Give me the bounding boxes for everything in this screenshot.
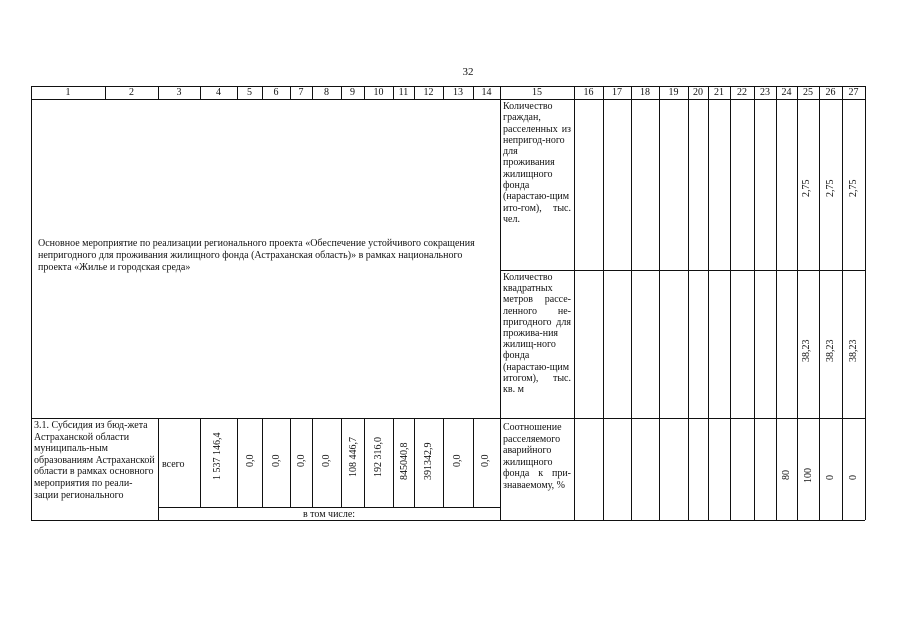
sub-border-12-13: [443, 418, 444, 507]
sub-border-6-7: [290, 418, 291, 507]
subsidy-val-c13: 0,0: [452, 454, 463, 467]
header-col-22: 22: [737, 87, 747, 98]
subsidy-val-c5: 0,0: [245, 454, 256, 467]
col-border-17-18: [631, 86, 632, 520]
subsidy-val-c4: 1 537 146,4: [212, 432, 223, 480]
ind2-val-c26: 38,23: [825, 339, 836, 362]
section-divider: [31, 418, 865, 419]
header-col-10: 10: [373, 87, 384, 98]
col-border-21-22: [730, 86, 731, 520]
header-col-23: 23: [760, 87, 770, 98]
indicator-1-text: Количество граждан, расселенных из непригод-ного для проживания жилищного фонда (нарастаю-щим ито-гом), тыс. чел.: [503, 101, 571, 225]
subsidy-val-c12: 391342,9: [423, 442, 434, 480]
col-border-26-27: [842, 86, 843, 520]
sub-border-9-10: [364, 418, 365, 507]
ind3-val-c27: 0: [848, 475, 859, 480]
subsidy-including-label: в том числе:: [302, 509, 356, 520]
col-border-16-17: [603, 86, 604, 520]
header-col-14: 14: [481, 87, 492, 98]
header-col-20: 20: [693, 87, 703, 98]
header-col-25: 25: [803, 87, 813, 98]
ind1-val-c27: 2,75: [848, 179, 859, 197]
header-col-2: 2: [129, 87, 134, 98]
col-border-15-16: [574, 86, 575, 520]
header-col-8: 8: [324, 87, 329, 98]
col-border-23-24: [776, 86, 777, 520]
subsidy-val-c10: 192 316,0: [373, 437, 384, 477]
ind3-val-c24: 80: [781, 470, 792, 480]
subsidy-val-c8: 0,0: [321, 454, 332, 467]
indicator-2-text: Количество квадратных метров рассе-ленного не-пригодного для прожива-ния жилищ-ного фонда (нарастаю-щим итогом), тыс. кв. м: [503, 272, 571, 396]
ind2-val-c25: 38,23: [801, 339, 812, 362]
indicator-divider-1: [500, 270, 865, 271]
subsidy-val-c7: 0,0: [296, 454, 307, 467]
header-col-1: 1: [65, 87, 71, 98]
col-border-18-19: [659, 86, 660, 520]
subsidy-val-c14: 0,0: [480, 454, 491, 467]
header-col-27: 27: [848, 87, 859, 98]
col-border-20-21: [708, 86, 709, 520]
subsidy-val-c6: 0,0: [271, 454, 282, 467]
sub-border-4-5: [237, 418, 238, 507]
main-event-text: Основное мероприятие по реализации регионального проекта «Обеспечение устойчивого сокращения непригодного для проживания жилищного фонда (Астраханская область)» в рамках национального проекта «Жилье и городская среда»: [38, 238, 475, 273]
header-col-12: 12: [423, 87, 434, 98]
indicator-3-text: Соотношение расселяемого аварийного жилищного фонда к при-знаваемому, %: [503, 422, 571, 491]
header-col-13: 13: [453, 87, 463, 98]
header-col-11: 11: [398, 87, 409, 98]
sub-border-3-4: [200, 418, 201, 507]
col-border-24-25: [797, 86, 798, 520]
col-border-22-23: [754, 86, 755, 520]
ind3-val-c26: 0: [825, 475, 836, 480]
ind1-val-c26: 2,75: [825, 179, 836, 197]
header-col-6: 6: [273, 87, 279, 98]
col-border-14-15: [500, 86, 501, 520]
page-number: 32: [462, 66, 474, 78]
subsidy-total-label: всего: [162, 459, 185, 470]
sub-border-8-9: [341, 418, 342, 507]
ind1-val-c25: 2,75: [801, 179, 812, 197]
header-col-17: 17: [612, 87, 622, 98]
header-col-19: 19: [668, 87, 679, 98]
including-row-border: [158, 507, 500, 508]
subsidy-val-c11: 845040,8: [399, 442, 410, 480]
subsidy-val-c9: 108 446,7: [348, 437, 359, 477]
col-border-19-20: [688, 86, 689, 520]
ind3-val-c25: 100: [803, 468, 814, 483]
sub-border-13-14: [473, 418, 474, 507]
header-col-18: 18: [640, 87, 650, 98]
header-col-24: 24: [781, 87, 792, 98]
header-col-3: 3: [176, 87, 182, 98]
ind2-val-c27: 38,23: [848, 339, 859, 362]
sub-border-1-2: [158, 418, 159, 520]
header-col-7: 7: [298, 87, 304, 98]
header-col-9: 9: [350, 87, 355, 98]
header-col-16: 16: [583, 87, 594, 98]
header-col-5: 5: [247, 87, 252, 98]
col-border-right: [865, 86, 866, 520]
header-col-21: 21: [714, 87, 724, 98]
sub-border-10-11: [393, 418, 394, 507]
subsidy-name: 3.1. Субсидия из бюд-жета Астраханской области муниципаль-ным образованиям Астраханской области в рамках основного мероприятия по реали-зации регионального: [34, 420, 155, 501]
sub-border-7-8: [312, 418, 313, 507]
sub-border-11-12: [414, 418, 415, 507]
header-col-4: 4: [216, 87, 221, 98]
col-border-left: [31, 86, 32, 520]
header-col-15: 15: [532, 87, 542, 98]
sub-border-5-6: [262, 418, 263, 507]
col-border-25-26: [819, 86, 820, 520]
header-col-26: 26: [825, 87, 836, 98]
